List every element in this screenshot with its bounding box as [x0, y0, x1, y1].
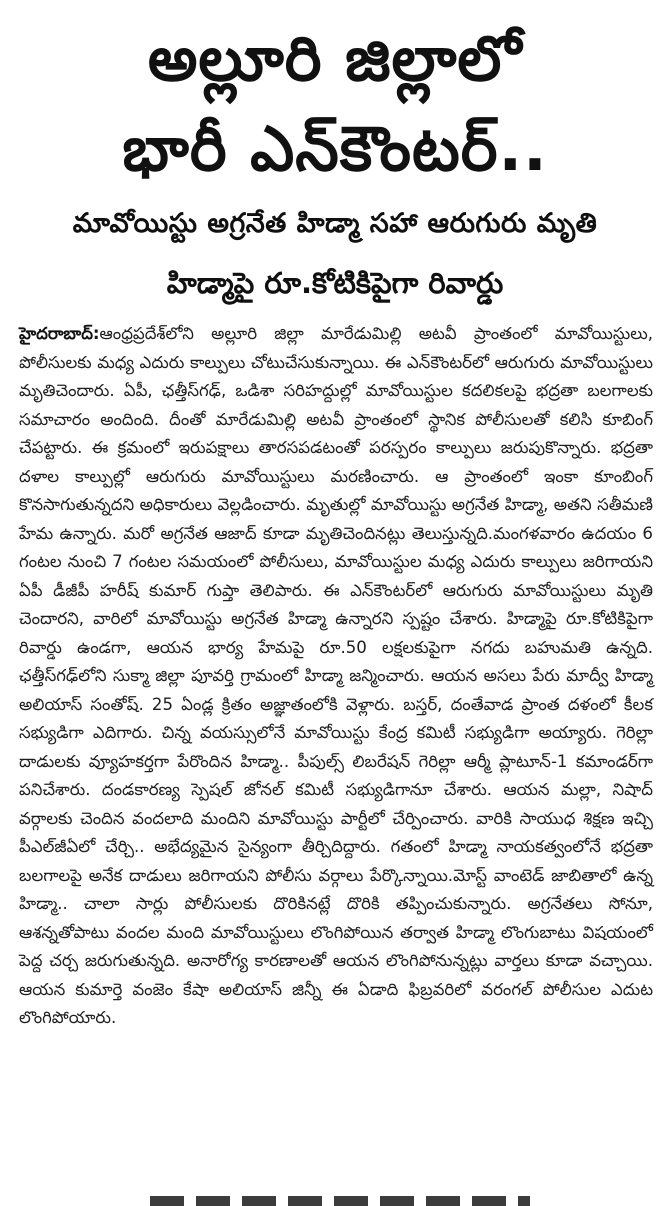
subheading-2: హిడ్మాపై రూ.కోటికిపైగా రివార్డు: [166, 266, 504, 300]
subheading-1: మావోయిస్టు అగ్రనేత హిడ్మా సహా ఆరుగురు మృతి: [72, 208, 598, 239]
dateline: హైదరాబాద్‌:: [19, 324, 100, 343]
headline-line-1: అల్లూరి జిల్లాలో: [147, 22, 523, 95]
next-headline-cut-off: [150, 1196, 530, 1206]
article-body: [19, 320, 653, 1033]
headline-line-2: భారీ ఎన్‌కౌంటర్‌..: [122, 112, 548, 185]
article-body-text: ఆంధ్రప్రదేశ్‌లోని అల్లూరి జిల్లా మారేడుమిల్లి అటవీ ప్రాంతంలో మావోయిస్టులు, పోలీసులకు మధ్య ఎదురు కాల్పులు చోటుచేసుకున్నాయి. ఈ ఎన్‌కౌంటర్‌లో ఆరుగురు మావోయిస్టులు మృతిచెందారు. ఏపీ, ఛత్తీస్‌గఢ్‌, ఒడిశా సరిహద్దుల్లో మావోయిస్టుల కదలికలపై భద్రతా బలగాలకు సమాచారం అందింది. దీంతో మారేడుమిల్లి అటవీ ప్రాంతంలో స్థానిక పోలీసులతో కలిసి కూబింగ్‌ చేపట్టారు. ఈ క్రమంలో ఇరుపక్షాలు తారసపడటంతో పరస్పరం కాల్పులు జరుపుకొన్నారు. భద్రతా దళాల కాల్పుల్లో ఆరుగురు మావోయిస్టులు మరణించారు. ఆ ప్రాంతంలో ఇంకా కూంబింగ్‌ కొనసాగుతున్నదని అధికారులు వెల్లడించారు. మృతుల్లో మావోయిస్టు అగ్రనేత హిడ్మా, అతని సతీమణి హేమ ఉన్నారు. మరో అగ్రనేత ఆజాద్‌ కూడా మృతిచెందినట్లు తెలుస్తున్నది.మంగళవారం ఉదయం 6 గంటల నుంచి 7 గంటల సమయంలో పోలీసులు, మావోయిస్టుల మధ్య ఎదురు కాల్పులు జరిగాయని ఏపీ డీజీపీ హరీష్‌ కుమార్‌ గుప్తా తెలిపారు. ఈ ఎన్‌కౌంటర్‌లో ఆరుగురు మావోయిస్టులు మృతి చెందారని, వారిలో మావోయిస్టు అగ్రనేత హిడ్మా ఉన్నారని స్పష్టం చేశారు. హిడ్మాపై రూ.కోటికిపైగా రివార్డు ఉండగా, ఆయన భార్య హేమపై రూ.50 లక్షలకుపైగా నగదు బహుమతి ఉన్నది. ఛత్తీస్‌గఢ్‌లోని సుక్మా జిల్లా పూవర్తి గ్రామంలో హిడ్మా జన్మించారు. ఆయన అసలు పేరు మాద్వీ హిడ్మా అలియాస్‌ సంతోష్‌. 25 ఏండ్ల క్రితం అజ్ఞాతంలోకి వెళ్లారు. బస్తర్‌, దంతేవాడ ప్రాంత దళంలో కీలక సభ్యుడిగా ఎదిగారు. చిన్న వయస్సులోనే మావోయిస్టు కేంద్ర కమిటీ సభ్యుడిగా అయ్యారు. గెరిల్లా దాడులకు వ్యూహకర్తగా పేరొందిన హిడ్మా.. పీపుల్స్‌ లిబరేషన్‌ గెరిల్లా ఆర్మీ ప్లాటూన్‌-1 కమాండర్‌గా పనిచేశారు. దండకారణ్య స్పెషల్‌ జోనల్‌ కమిటీ సభ్యుడిగానూ చేశారు. ఆయన మల్లా, నిషాద్‌ వర్గాలకు చెందిన వందలాది మందిని మావోయిస్టు పార్టీలో చేర్పించారు. వారికి సాయుధ శిక్షణ ఇచ్చి పీఎల్‌జీఏలో చేర్చి.. అభేద్యమైన సైన్యంగా తీర్చిదిద్దారు. గతంలో హిడ్మా నాయకత్వంలోనే భద్రతా బలగాలపై అనేక దాడులు జరిగాయని పోలీసు వర్గాలు పేర్కొన్నాయి.మోస్ట్‌ వాంటెడ్‌ జాబితాలో ఉన్న హిడ్మా.. చాలా సార్లు పోలీసులకు దొరికినట్లే దొరికి తప్పించుకున్నారు. అగ్రనేతలు సోనూ, ఆశన్నతోపాటు వందల మంది మావోయిస్టులు లొంగిపోయిన తర్వాత హిడ్మా లొంగుబాటు విషయంలో పెద్ద చర్చ జరుగుతున్నది. అనారోగ్య కారణాలతో ఆయన లొంగిపోనున్నట్లు వార్తలు కూడా వచ్చాయి. ఆయన కుమార్తె వంజెం కేషా అలియాస్‌ జిన్నీ ఈ ఏడాది ఫిబ్రవరిలో వరంగల్‌ పోలీసుల ఎదుట లొంగిపోయారు.: [19, 324, 653, 1027]
